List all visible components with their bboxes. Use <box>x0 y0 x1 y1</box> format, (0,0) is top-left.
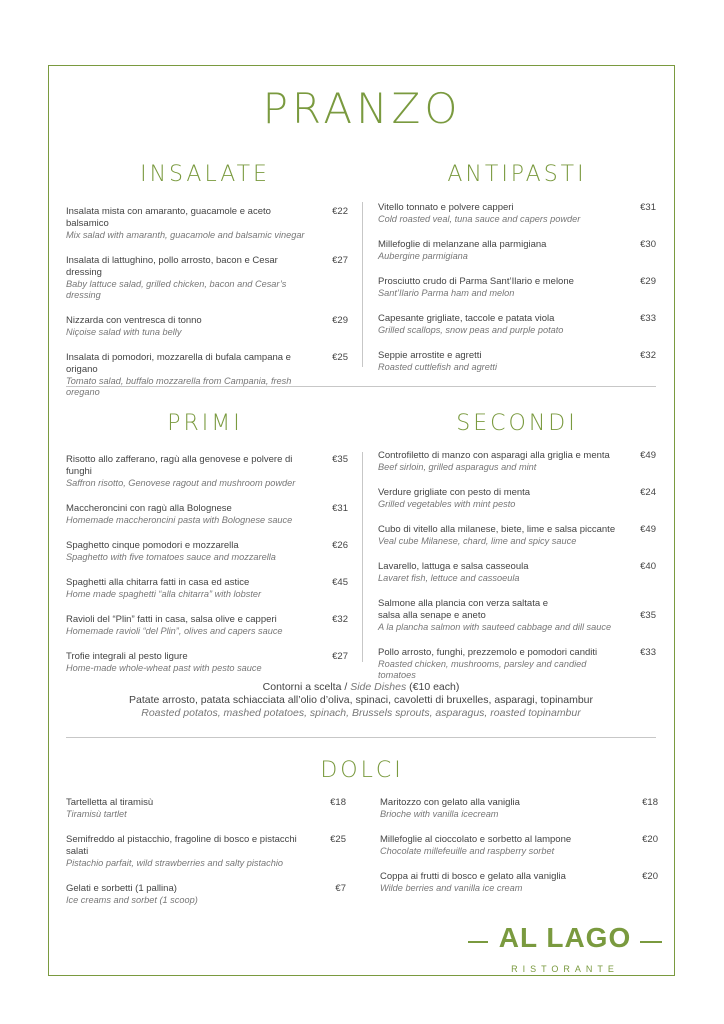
item-name: Lavarello, lattuga e salsa casseoula <box>378 561 529 572</box>
menu-item <box>66 883 346 906</box>
primi-list <box>66 454 348 688</box>
item-price: €18 <box>642 797 658 808</box>
item-name: Verdure grigliate con pesto di menta <box>378 487 531 498</box>
item-translation: Ice creams and sorbet (1 scoop) <box>66 895 198 905</box>
antipasti-list <box>378 202 656 387</box>
menu-item <box>66 503 348 526</box>
item-name: Millefoglie di melanzane alla parmigiana <box>378 239 547 250</box>
item-translation: Homemade ravioli “del Plin”, olives and capers sauce <box>66 626 283 636</box>
contorni-list-en: Roasted potatos, mashed potatoes, spinach, Brussels sprouts, asparagus, roasted topinambur <box>141 707 581 719</box>
contorni-title <box>66 681 656 694</box>
item-translation: Veal cube Milanese, chard, lime and spicy sauce <box>378 536 577 546</box>
item-price: €22 <box>332 206 348 217</box>
item-price: €33 <box>640 647 656 658</box>
column-divider <box>362 452 363 662</box>
contorni-label-en: Side Dishes <box>350 681 407 693</box>
item-price: €7 <box>335 883 346 894</box>
menu-item <box>380 871 658 894</box>
menu-item <box>378 350 656 373</box>
item-price: €33 <box>640 313 656 324</box>
item-name: Maritozzo con gelato alla vaniglia <box>380 797 520 808</box>
dolci-list-left <box>66 797 346 920</box>
item-name: Semifreddo al pistacchio, fragoline di bosco e pistacchi salati <box>66 834 297 857</box>
menu-item <box>378 450 656 473</box>
item-price: €49 <box>640 450 656 461</box>
section-heading-insalate: INSALATE <box>140 162 270 187</box>
menu-item <box>66 315 348 338</box>
item-price: €49 <box>640 524 656 535</box>
item-translation: Spaghetto with five tomatoes sauce and mozzarella <box>66 552 276 562</box>
menu-item <box>378 598 656 633</box>
dolci-list-right <box>380 797 658 908</box>
item-name: Prosciutto crudo di Parma Sant’Ilario e melone <box>378 276 574 287</box>
item-name: Seppie arrostite e agretti <box>378 350 482 361</box>
logo-name: AL LAGO <box>498 922 632 953</box>
item-translation: A la plancha salmon with sauteed cabbage and dill sauce <box>378 622 612 632</box>
menu-item <box>380 834 658 857</box>
item-name: Spaghetti alla chitarra fatti in casa ed astice <box>66 577 250 588</box>
menu-item <box>378 647 656 681</box>
menu-item <box>66 206 348 241</box>
menu-item <box>66 797 346 820</box>
item-translation: Niçoise salad with tuna belly <box>66 327 182 337</box>
menu-item <box>66 577 348 600</box>
section-divider <box>66 737 656 738</box>
item-price: €35 <box>332 454 348 465</box>
item-name: Salmone alla plancia con verza saltata e salsa alla senape e aneto <box>378 598 549 621</box>
logo-subtitle: RISTORANTE <box>511 964 619 974</box>
item-translation: Roasted cuttlefish and agretti <box>378 362 497 372</box>
logo-rule-right <box>640 941 662 943</box>
item-price: €29 <box>332 315 348 326</box>
item-name: Insalata di lattughino, pollo arrosto, bacon e Cesar dressing <box>66 255 278 278</box>
item-name: Maccheroncini con ragù alla Bolognese <box>66 503 232 514</box>
item-name: Capesante grigliate, taccole e patata viola <box>378 313 555 324</box>
section-heading-secondi: SECONDI <box>456 411 578 436</box>
item-price: €20 <box>642 834 658 845</box>
item-price: €25 <box>332 352 348 363</box>
section-divider <box>66 386 656 387</box>
item-translation: Chocolate millefeuille and raspberry sorbet <box>380 846 555 856</box>
item-translation: Tomato salad, buffalo mozzarella from Campania, fresh oregano <box>66 376 292 397</box>
item-name: Controfiletto di manzo con asparagi alla griglia e menta <box>378 450 610 461</box>
item-translation: Sant’Ilario Parma ham and melon <box>378 288 515 298</box>
item-translation: Aubergine parmigiana <box>378 251 468 261</box>
menu-item <box>378 202 656 225</box>
secondi-list <box>378 450 656 695</box>
item-price: €31 <box>332 503 348 514</box>
menu-item <box>66 614 348 637</box>
item-price: €35 <box>640 610 656 621</box>
item-price: €29 <box>640 276 656 287</box>
menu-title: PRANZO <box>262 84 462 133</box>
menu-item <box>66 834 346 869</box>
contorni-label-price: (€10 each) <box>409 681 460 693</box>
menu-item <box>378 239 656 262</box>
item-translation: Grilled scallops, snow peas and purple potato <box>378 325 564 335</box>
menu-item <box>378 524 656 547</box>
contorni-list-it: Patate arrosto, patata schiacciata all’olio d’oliva, spinaci, cavoletti di bruxelles, asparagi, topinambur <box>129 694 593 706</box>
menu-item <box>66 651 348 674</box>
item-translation: Lavaret fish, lettuce and cassoeula <box>378 573 520 583</box>
item-name: Spaghetto cinque pomodori e mozzarella <box>66 540 239 551</box>
item-translation: Mix salad with amaranth, guacamole and balsamic vinegar <box>66 230 305 240</box>
item-name: Coppa ai frutti di bosco e gelato alla vaniglia <box>380 871 566 882</box>
item-translation: Wilde berries and vanilla ice cream <box>380 883 523 893</box>
item-price: €27 <box>332 651 348 662</box>
item-translation: Home made spaghetti “alla chitarra” with lobster <box>66 589 262 599</box>
item-name: Tartelletta al tiramisù <box>66 797 154 808</box>
contorni-block <box>66 681 656 720</box>
menu-item <box>378 561 656 584</box>
item-price: €31 <box>640 202 656 213</box>
menu-item <box>378 313 656 336</box>
item-price: €40 <box>640 561 656 572</box>
item-translation: Beef sirloin, grilled asparagus and mint <box>378 462 537 472</box>
item-price: €18 <box>330 797 346 808</box>
item-translation: Tiramisù tartlet <box>66 809 127 819</box>
item-name: Nizzarda con ventresca di tonno <box>66 315 202 326</box>
item-price: €27 <box>332 255 348 266</box>
item-price: €24 <box>640 487 656 498</box>
item-price: €26 <box>332 540 348 551</box>
item-price: €32 <box>640 350 656 361</box>
item-name: Risotto allo zafferano, ragù alla genovese e polvere di funghi <box>66 454 293 477</box>
item-name: Insalata di pomodori, mozzarella di bufala campana e origano <box>66 352 291 375</box>
item-translation: Baby lattuce salad, grilled chicken, bacon and Cesar’s dressing <box>66 279 287 300</box>
item-name: Gelati e sorbetti (1 pallina) <box>66 883 177 894</box>
item-translation: Saffron risotto, Genovese ragout and mushroom powder <box>66 478 296 488</box>
item-translation: Brioche with vanilla icecream <box>380 809 499 819</box>
item-translation: Roasted chicken, mushrooms, parsley and candied tomatoes <box>378 659 587 680</box>
item-price: €25 <box>330 834 346 845</box>
item-name: Millefoglie al cioccolato e sorbetto al lampone <box>380 834 572 845</box>
item-price: €20 <box>642 871 658 882</box>
section-heading-primi: PRIMI <box>167 411 243 436</box>
section-heading-dolci: DOLCI <box>320 758 404 783</box>
item-name: Insalata mista con amaranto, guacamole e aceto balsamico <box>66 206 271 229</box>
menu-item <box>66 352 348 398</box>
item-name: Pollo arrosto, funghi, prezzemolo e pomodori canditi <box>378 647 598 658</box>
item-translation: Grilled vegetables with mint pesto <box>378 499 516 509</box>
insalate-list <box>66 206 348 412</box>
item-name: Ravioli del “Plin” fatti in casa, salsa olive e capperi <box>66 614 277 625</box>
item-name: Vitello tonnato e polvere capperi <box>378 202 514 213</box>
menu-item <box>66 255 348 301</box>
item-name: Trofie integrali al pesto ligure <box>66 651 188 662</box>
menu-item <box>66 454 348 489</box>
item-translation: Pistachio parfait, wild strawberries and salty pistachio <box>66 858 284 868</box>
item-translation: Cold roasted veal, tuna sauce and capers powder <box>378 214 581 224</box>
section-heading-antipasti: ANTIPASTI <box>447 162 587 187</box>
menu-item <box>66 540 348 563</box>
item-translation: Home-made whole-wheat past with pesto sauce <box>66 663 262 673</box>
menu-item <box>378 487 656 510</box>
item-price: €30 <box>640 239 656 250</box>
menu-item <box>380 797 658 820</box>
item-translation: Homemade maccheroncini pasta with Bolognese sauce <box>66 515 293 525</box>
menu-item <box>378 276 656 299</box>
column-divider <box>362 202 363 367</box>
item-price: €32 <box>332 614 348 625</box>
contorni-label-it: Contorni a scelta / <box>262 681 348 693</box>
item-name: Cubo di vitello alla milanese, biete, lime e salsa piccante <box>378 524 616 535</box>
item-price: €45 <box>332 577 348 588</box>
